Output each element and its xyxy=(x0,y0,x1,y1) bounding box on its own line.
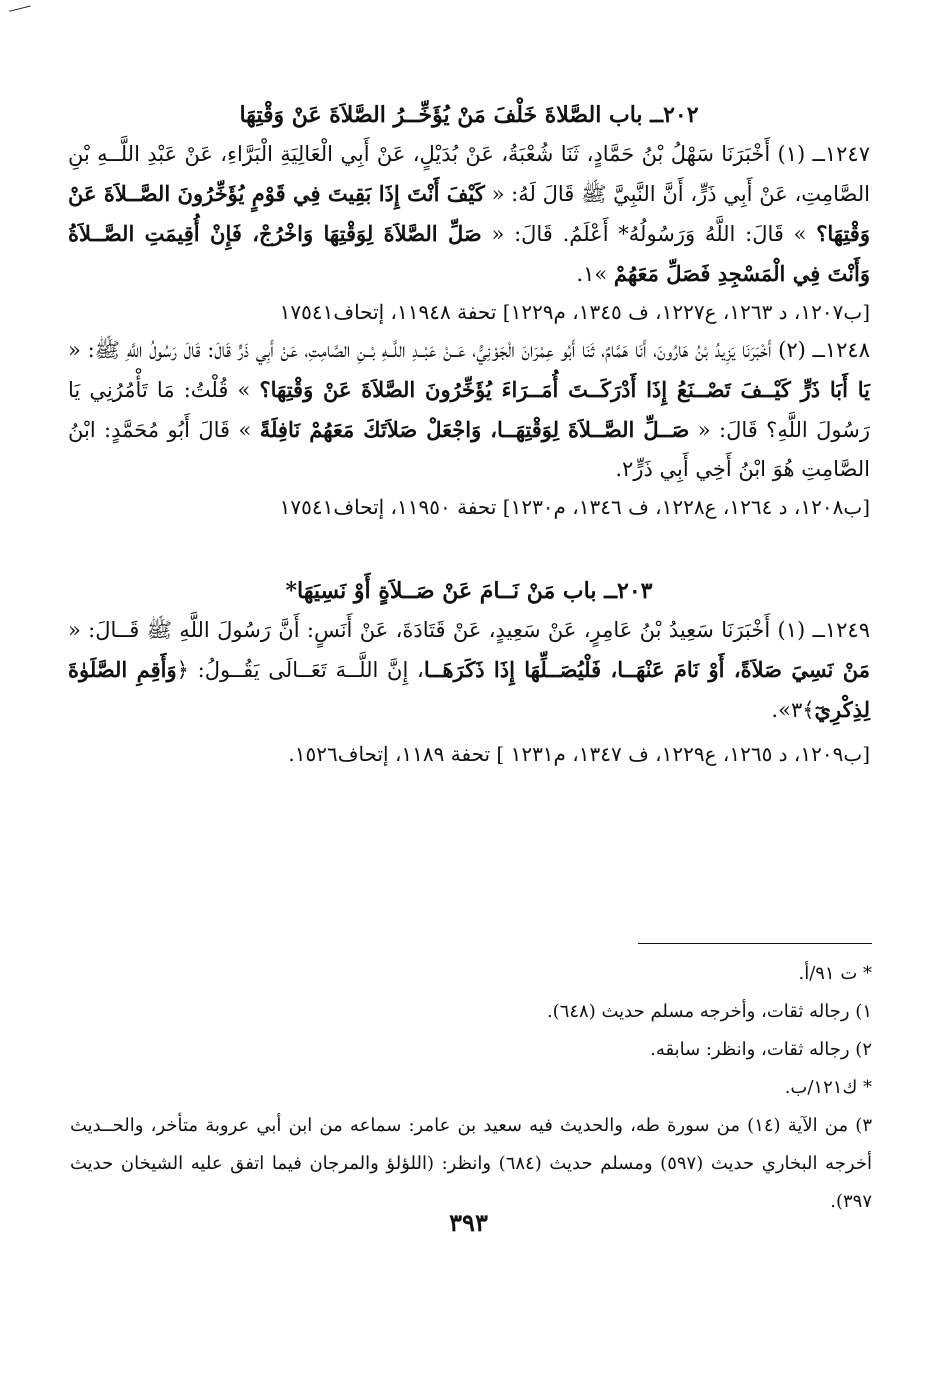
hadith-1248-isnad: ١٢٤٨ــ (٢) أَخْبَرَنَا يَزِيدُ بْنُ هَارُونَ، أَنَا هَمَّامٌ، ثَنَا أَبُو عِمْرَانَ الْجَوْنِيُّ، عَــنْ عَبْــدِ اللَّــهِ بْــنِ الصَّامِتِ، عَنْ أَبِي ذَرٍّ قَالَ: قَالَ رَسُولُ اللَّهِ ﷺ: « xyxy=(68,338,870,362)
footnote-1: ١) رجاله ثقات، وأخرجه مسلم حديث (٦٤٨). xyxy=(546,1001,872,1022)
hadith-1249-isnad: ١٢٤٩ــ (١) أَخْبَرَنَا سَعِيدُ بْنُ عَامِرٍ، عَنْ سَعِيدٍ، عَنْ قَتَادَةَ، عَنْ أَنَسٍ: أَنَّ رَسُولَ اللَّهِ ﷺ قَــالَ: « xyxy=(68,618,870,642)
hadith-1249-quran-verse: وَأَقِمِ الصَّلَوٰةَ لِذِكْرِيٓ xyxy=(68,657,870,722)
hadith-1247-reply: » قَالَ: اللَّهُ وَرَسُولُهُ* أَعْلَمُ. قَالَ: « xyxy=(481,222,817,246)
hadith-1247-references: [ب١٢٠٧، د ١٢٦٣، ع١٢٢٧، ف ١٣٤٥، م١٢٢٩] تحفة ١١٩٤٨، إتحاف١٧٥٤١ xyxy=(279,300,870,324)
footnotes-block xyxy=(70,955,872,1221)
hadith-1248-matn-1: يَا أَبَا ذَرٍّ كَيْــفَ تَصْــنَعُ إِذَا أَدْرَكَــتَ أُمَــرَاءَ يُؤَخِّرُونَ الصَّلاَةَ عَنْ وَقْتِهَا؟ xyxy=(259,377,870,402)
hadith-1249-references: [ب١٢٠٩، د ١٢٦٥، ع١٢٢٩، ف ١٣٤٧، م١٢٣١ ] تحفة ١١٨٩، إتحاف١٥٢٦. xyxy=(288,742,870,766)
hadith-1248-end: » قَالَ أَبُو مُحَمَّدٍ: ابْنُ الصَّامِتِ هُوَ ابْنُ أَخِي أَبِي ذَرٍّ٢. xyxy=(68,418,870,481)
hadith-1247-isnad: ١٢٤٧ــ (١) أَخْبَرَنَا سَهْلُ بْنُ حَمَّادٍ، ثَنَا شُعْبَةُ، عَنْ بُدَيْلٍ، عَنْ أَبِي الْعَالِيَةِ الْبَرَّاءِ، عَنْ عَبْدِ اللَّــهِ بْنِ الصَّامِتِ، عَنْ أَبِي ذَرٍّ، أَنَّ النَّبِيَّ ﷺ قَالَ لَهُ: « xyxy=(68,142,870,206)
hadith-1248-references: [ب١٢٠٨، د ١٢٦٤، ع١٢٢٨، ف ١٣٤٦، م١٢٣٠] تحفة ١١٩٥٠، إتحاف١٧٥٤١ xyxy=(279,495,870,519)
hadith-1247-end: »١. xyxy=(576,262,614,286)
hadith-1247-matn-1: كَيْفَ أَنْتَ إِذَا بَقِيتَ فِي قَوْمٍ يُؤَخِّرُونَ الصَّــلاَةَ عَنْ وَقْتِهَا؟ xyxy=(68,181,870,246)
page-number: ٣٩٣ xyxy=(449,1208,488,1237)
hadith-1248-matn-2: صَــلِّ الصَّــلاَةَ لِوَقْتِهَــا، وَاجْعَلْ صَلاَتَكَ مَعَهُمْ نَافِلَةً xyxy=(259,417,690,442)
hadith-1249-end: ﴾٣». xyxy=(771,698,815,722)
hadith-1248-reply: » قُلْتُ: مَا تَأْمُرُنِي يَا رَسُولَ اللَّهِ؟ قَالَ: « xyxy=(68,378,870,442)
chapter-heading-202: ٢٠٢ــ باب الصَّلاةَ خَلْفَ مَنْ يُؤَخِّــرُ الصَّلاَةَ عَنْ وَقْتِهَا xyxy=(239,102,699,128)
footnote-3: ٣) من الآية (١٤) من سورة طه، والحديث فيه سعيد بن عامر: سماعه من ابن أبي عروبة متأخر، والحــديث أخرجه البخاري حديث (٥٩٧) ومسلم حديث (٦٨٤) وانظر: (اللؤلؤ والمرجان فيما اتفق عليه الشيخان حديث ٣٩٧). xyxy=(70,1115,873,1212)
section-spacer xyxy=(68,526,870,572)
hadith-1249 xyxy=(68,611,870,730)
scan-corner-mark xyxy=(9,6,33,22)
footnote-2: ٢) رجاله ثقات، وانظر: سابقه. xyxy=(650,1039,872,1060)
footnote-star-2: * ك١٢١/ب. xyxy=(784,1077,872,1098)
hadith-1247-matn-2: صَلِّ الصَّلاَةَ لِوَقْتِهَا وَاخْرُجْ، فَإِنْ أُقِيمَتِ الصَّــلاَةُ وَأَنْتَ فِي الْمَسْجِدِ فَصَلِّ مَعَهُمْ xyxy=(68,221,870,286)
footnote-divider xyxy=(638,943,872,944)
chapter-heading-203: ٢٠٣ــ باب مَنْ نَــامَ عَنْ صَــلاَةٍ أَوْ نَسِيَهَا* xyxy=(285,578,653,604)
footnote-star-1: * ت ٩١/أ. xyxy=(798,963,872,984)
hadith-1249-matn: مَنْ نَسِيَ صَلاَةً، أَوْ نَامَ عَنْهَــا، فَلْيُصَــلِّهَا إِذَا ذَكَرَهَــا xyxy=(423,657,870,682)
hadith-1247 xyxy=(68,135,870,294)
hadith-1248 xyxy=(68,331,870,489)
main-text-block xyxy=(68,96,870,773)
hadith-1249-quran-intro: ، إِنَّ اللَّــهَ تَعَــالَى يَقُــولُ: ﴿ xyxy=(176,658,424,682)
